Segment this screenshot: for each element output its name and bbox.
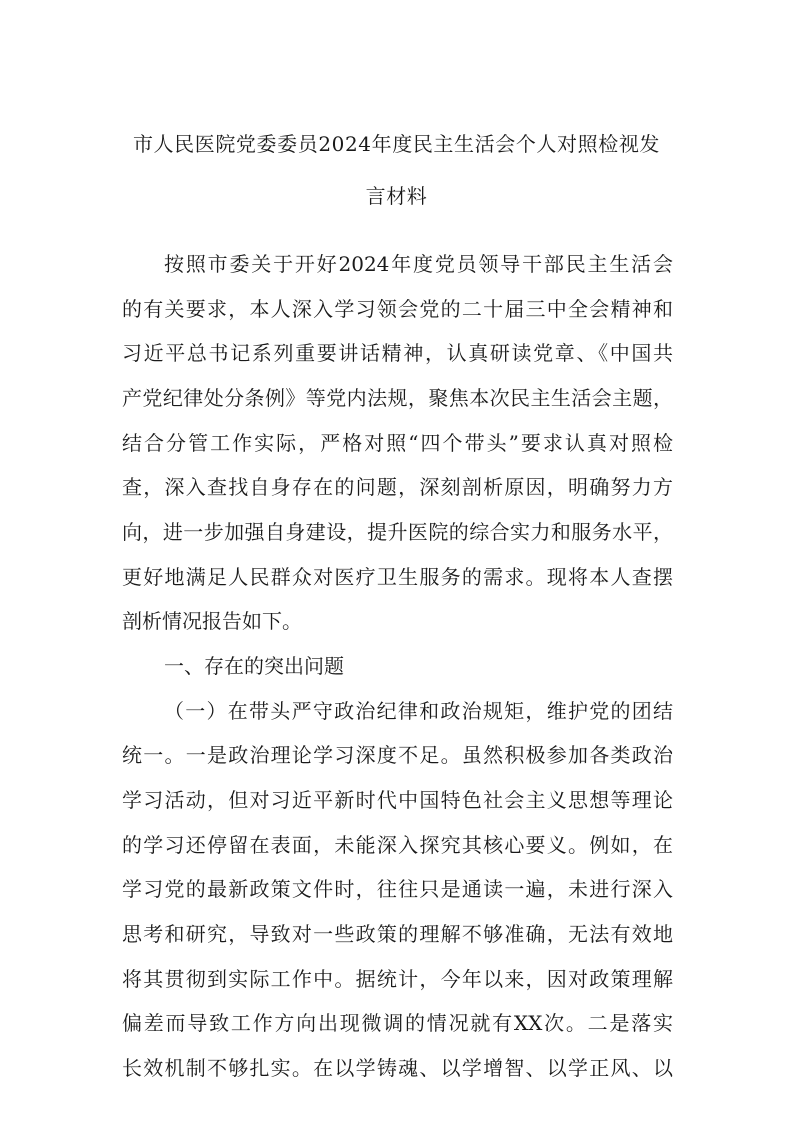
section-paragraph-line: 统一。一是政治理论学习深度不足。虽然积极参加各类政治 (122, 743, 673, 767)
intro-paragraph-line: 查，深入查找自身存在的问题，深刻剖析原因，明确努力方 (122, 475, 673, 499)
section-paragraph-line: 的学习还停留在表面，未能深入探究其核心要义。例如，在 (122, 833, 673, 857)
section-paragraph-line: 将其贯彻到实际工作中。据统计，今年以来，因对政策理解 (122, 967, 673, 991)
section-paragraph-line: 思考和研究，导致对一些政策的理解不够准确，无法有效地 (122, 922, 673, 946)
intro-paragraph-line: 产党纪律处分条例》等党内法规，聚焦本次民主生活会主题， (122, 386, 673, 410)
intro-paragraph-line: 更好地满足人民群众对医疗卫生服务的需求。现将本人查摆 (122, 565, 673, 589)
section-paragraph-line: 学习党的最新政策文件时，往往只是通读一遍，未进行深入 (122, 877, 673, 901)
intro-paragraph-line: 向，进一步加强自身建设，提升医院的综合实力和服务水平， (122, 520, 673, 544)
intro-paragraph-line: 按照市委关于开好2024年度党员领导干部民主生活会 (164, 252, 673, 276)
section-paragraph-line: 偏差而导致工作方向出现微调的情况就有XX次。二是落实 (122, 1011, 673, 1035)
section-paragraph-line: 学习活动，但对习近平新时代中国特色社会主义思想等理论 (122, 788, 673, 812)
document-title-line-1: 市人民医院党委委员2024年度民主生活会个人对照检视发 (132, 132, 661, 156)
intro-paragraph-line: 习近平总书记系列重要讲话精神，认真研读党章、《中国共 (122, 341, 673, 365)
section-paragraph-line: 长效机制不够扎实。在以学铸魂、以学增智、以学正风、以 (122, 1056, 673, 1080)
intro-paragraph-line: 的有关要求，本人深入学习领会党的二十届三中全会精神和 (122, 297, 673, 321)
section-paragraph-line: （一）在带头严守政治纪律和政治规矩，维护党的团结 (164, 699, 673, 723)
section-heading: 一、存在的突出问题 (164, 654, 344, 678)
document-title-line-2: 言材料 (365, 184, 428, 208)
intro-paragraph-line: 剖析情况报告如下。 (122, 609, 302, 633)
intro-paragraph-line: 结合分管工作实际，严格对照“四个带头”要求认真对照检 (122, 431, 673, 455)
